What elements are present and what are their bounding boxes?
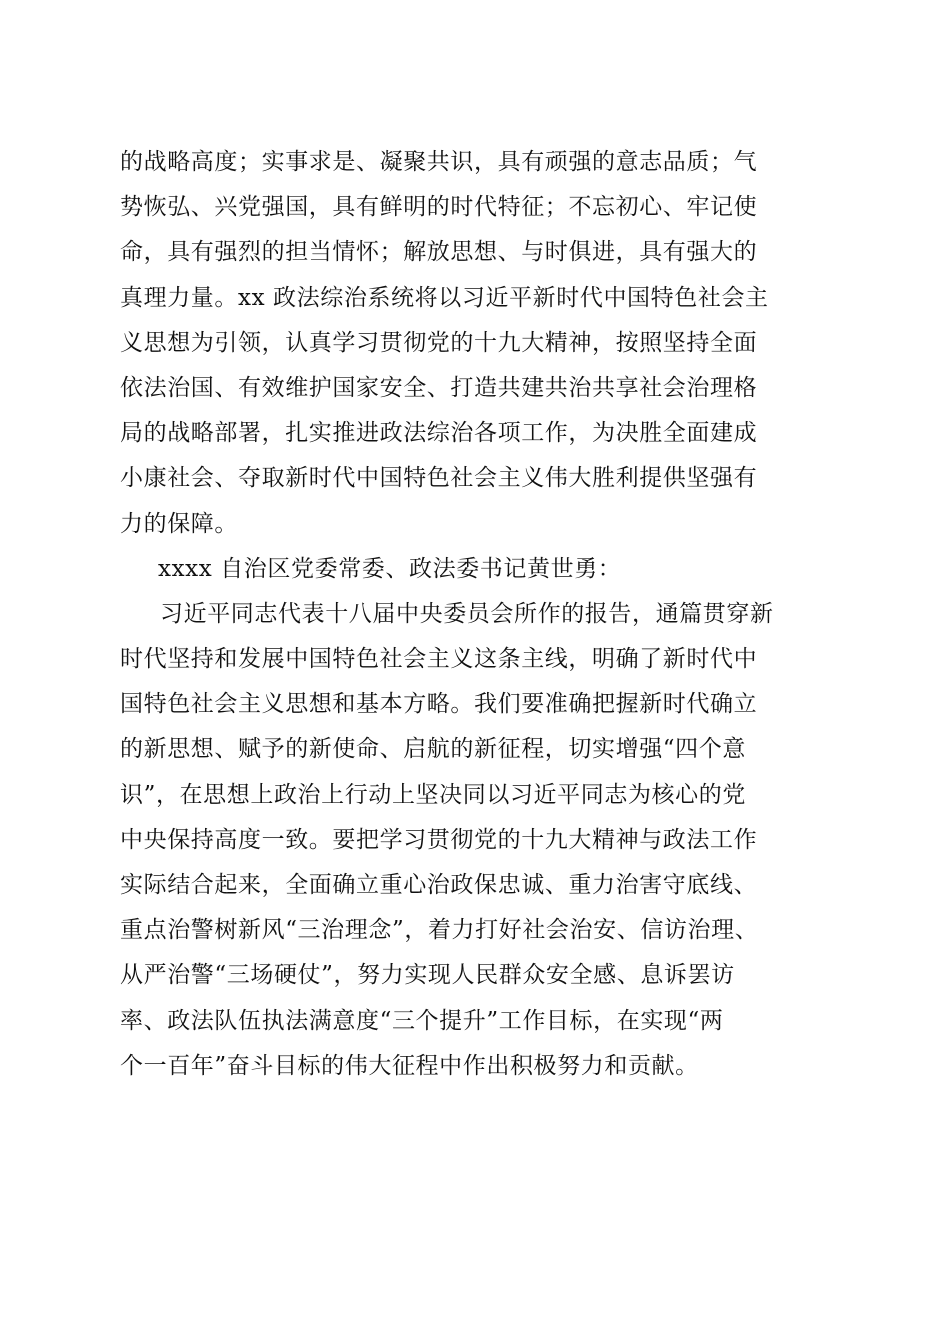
text-line: 命，具有强烈的担当情怀；解放思想、与时俱进，具有强大的	[120, 239, 758, 266]
paragraph-continuation	[120, 140, 860, 547]
text-line: 义思想为引领，认真学习贯彻党的十九大精神，按照坚持全面	[120, 329, 758, 356]
document-body	[120, 140, 860, 1089]
text-line: 依法治国、有效维护国家安全、打造共建共治共享社会治理格	[120, 374, 758, 401]
text-line: 从严治警“三场硬仗”，努力实现人民群众安全感、息诉罢访	[120, 962, 735, 989]
text-line: 力的保障。	[120, 510, 238, 537]
text-line: 个一百年”奋斗目标的伟大征程中作出积极努力和贡献。	[120, 1052, 699, 1079]
text-line: 中央保持高度一致。要把学习贯彻党的十九大精神与政法工作	[120, 826, 758, 853]
text-line: 实际结合起来，全面确立重心治政保忠诚、重力治害守底线、	[120, 872, 758, 898]
text-line: 的新思想、赋予的新使命、启航的新征程，切实增强“四个意	[120, 736, 746, 763]
paragraph-speech	[120, 592, 860, 1089]
text-line: 小康社会、夺取新时代中国特色社会主义伟大胜利提供坚强有	[120, 465, 758, 492]
text-line: 势恢弘、兴党强国，具有鲜明的时代特征；不忘初心、牢记使	[120, 194, 758, 221]
text-line: 时代坚持和发展中国特色社会主义这条主线，明确了新时代中	[120, 646, 758, 673]
speaker-heading: xxxx 自治区党委常委、政法委书记黄世勇：	[158, 555, 622, 582]
text-line: 真理力量。xx 政法综治系统将以习近平新时代中国特色社会主	[120, 284, 769, 311]
text-line: 重点治警树新风“三治理念”，着力打好社会治安、信访治理、	[120, 917, 759, 944]
text-line: 率、政法队伍执法满意度“三个提升”工作目标，在实现“两	[120, 1007, 724, 1034]
text-line: 局的战略部署，扎实推进政法综治各项工作，为决胜全面建成	[120, 420, 758, 447]
text-line: 识”，在思想上政治上行动上坚决同以习近平同志为核心的党	[120, 781, 746, 808]
text-line: 国特色社会主义思想和基本方略。我们要准确把握新时代确立	[120, 691, 758, 718]
text-line: 的战略高度；实事求是、凝聚共识，具有顽强的意志品质；气	[120, 149, 758, 175]
text-line: 习近平同志代表十八届中央委员会所作的报告，通篇贯穿新	[160, 600, 774, 627]
